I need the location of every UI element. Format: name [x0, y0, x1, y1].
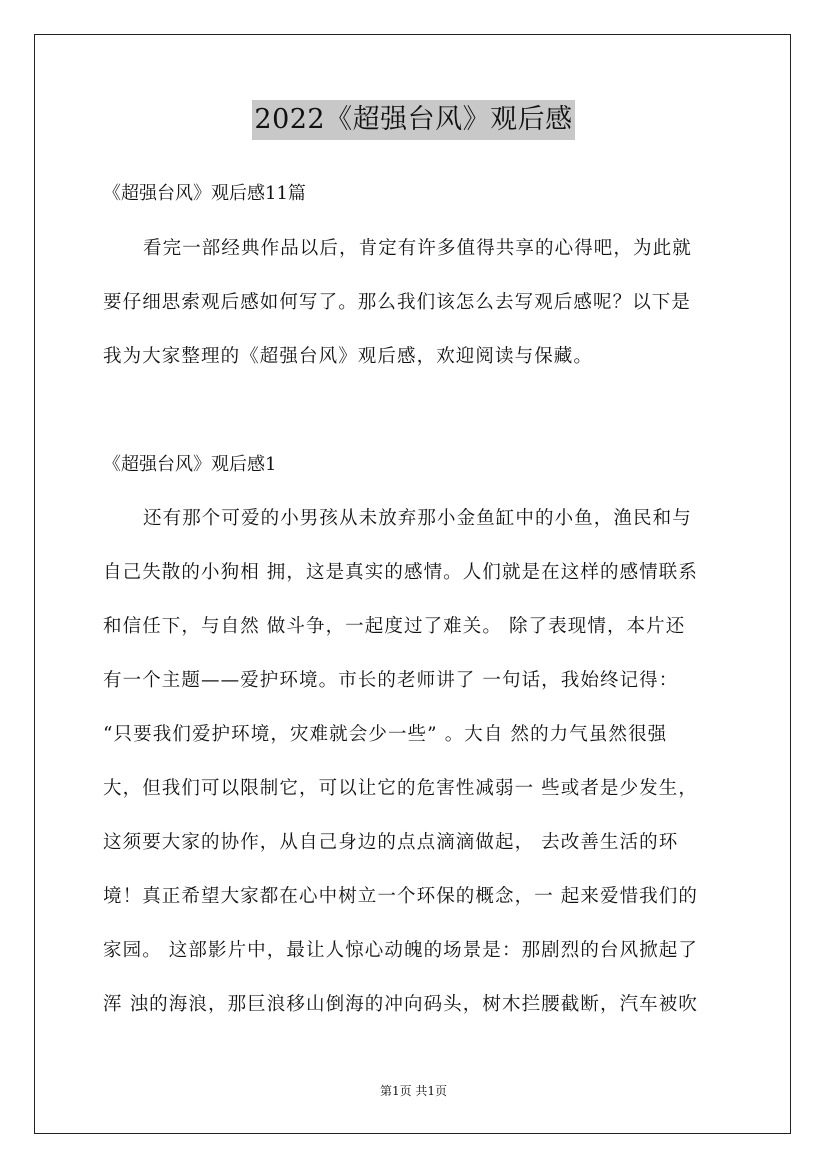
intro-line: 看完一部经典作品以后，肯定有许多值得共享的心得吧，为此就 [143, 238, 692, 259]
body-line: 家园。 这部影片中，最让人惊心动魄的场景是：那剧烈的台风掀起了 [103, 940, 698, 961]
body-paragraph [103, 492, 743, 1032]
body-line: 自己失散的小狗相 拥，这是真实的感情。人们就是在这样的感情联系 [103, 562, 698, 583]
intro-paragraph [103, 222, 743, 384]
document-title-text: 2022《超强台风》观后感 [252, 100, 574, 140]
body-line: 这须要大家的协作，从自己身边的点点滴滴做起， 去改善生活的环 [103, 832, 679, 853]
intro-line: 要仔细思索观后感如何写了。那么我们该怎么去写观后感呢？以下是 [103, 292, 692, 313]
body-line: 还有那个可爱的小男孩从未放弃那小金鱼缸中的小鱼，渔民和与 [143, 508, 692, 529]
document-title [0, 100, 827, 140]
body-line: 和信任下，与自然 做斗争，一起度过了难关。 除了表现情，本片还 [103, 616, 686, 637]
body-line: 大，但我们可以限制它，可以让它的危害性减弱一 些或者是少发生， [103, 778, 698, 799]
body-line: 有一个主题——爱护环境。市长的老师讲了 一句话，我始终记得： [103, 670, 679, 691]
body-line: 浑 浊的海浪，那巨浪移山倒海的冲向码头，树木拦腰截断，汽车被吹 [103, 994, 698, 1015]
body-line: 境！真正希望大家都在心中树立一个环保的概念，一 起来爱惜我们的 [103, 886, 698, 907]
page-footer: 第1页 共1页 [379, 1084, 448, 1098]
intro-line: 我为大家整理的《超强台风》观后感，欢迎阅读与保藏。 [103, 346, 594, 367]
body-line: “只要我们爱护环境，灾难就会少一些” 。大自 然的力气虽然很强 [103, 724, 668, 745]
section-heading: 《超强台风》观后感1 [103, 454, 277, 475]
document-subtitle: 《超强台风》观后感11篇 [103, 183, 306, 204]
